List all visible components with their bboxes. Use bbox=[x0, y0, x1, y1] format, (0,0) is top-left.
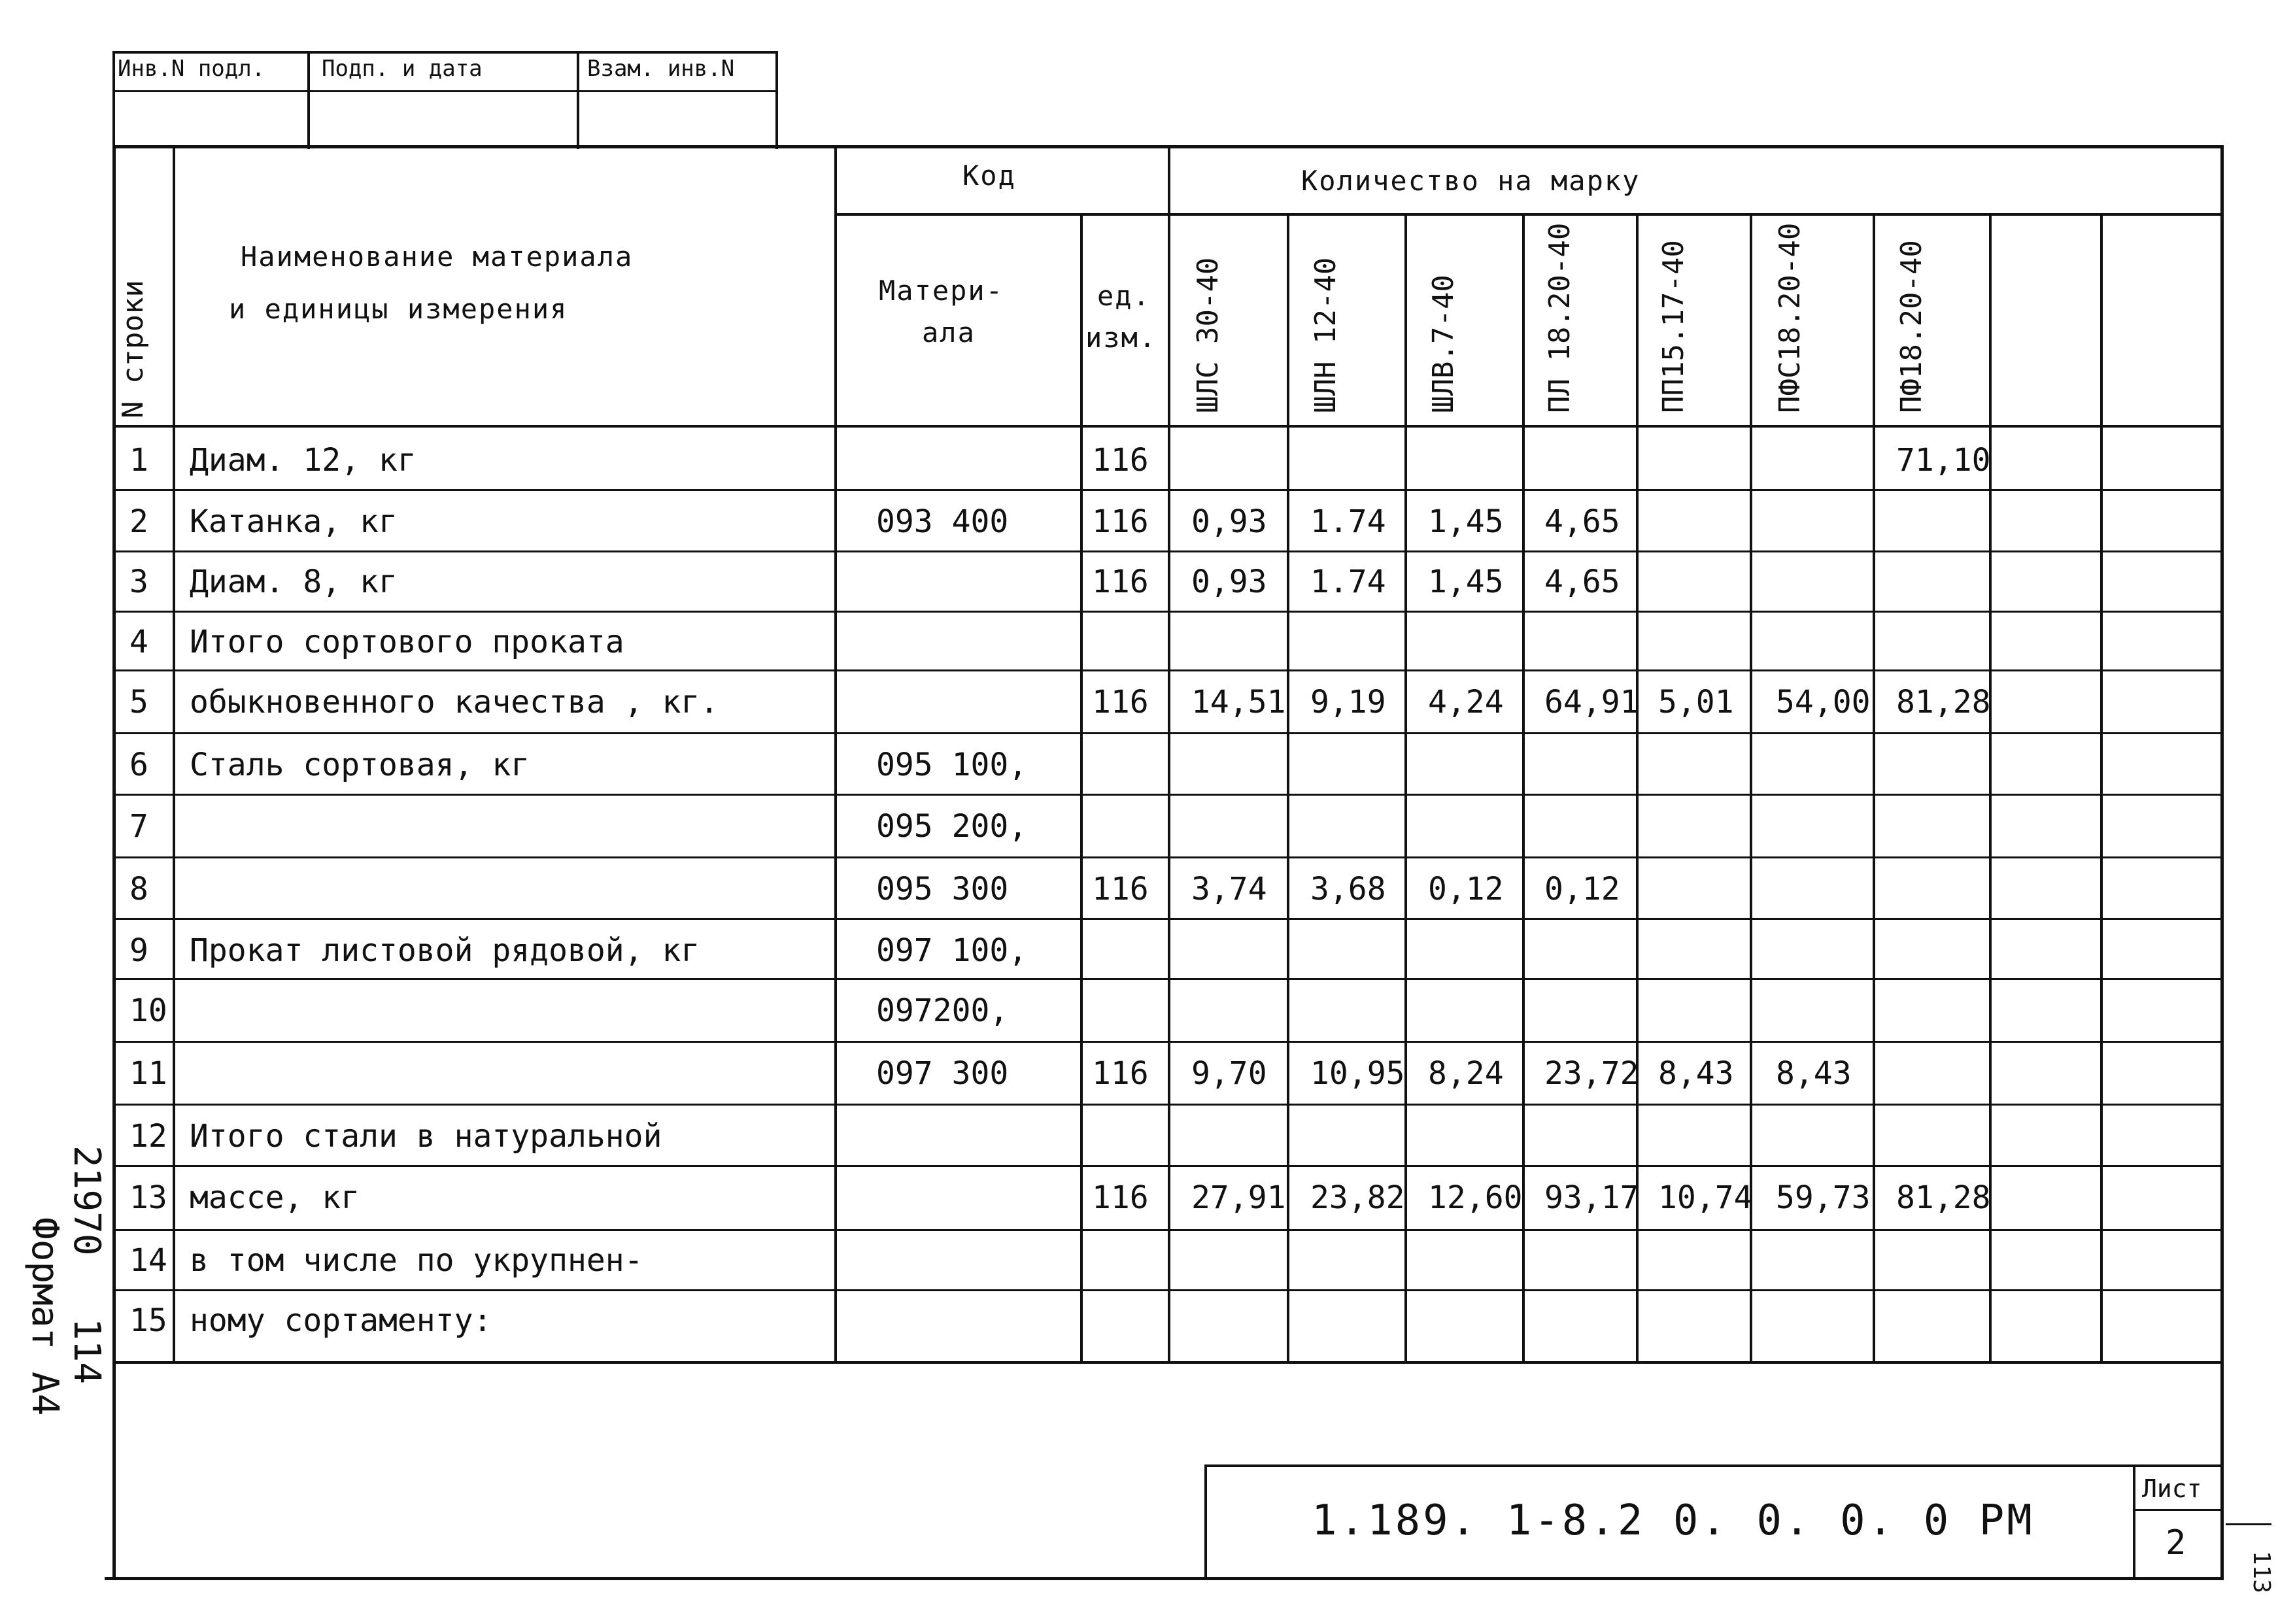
rule bbox=[834, 213, 2223, 216]
row-number: 6 bbox=[129, 747, 148, 783]
material-code: 097 100, bbox=[876, 932, 1028, 969]
unit-code: 116 bbox=[1092, 503, 1149, 540]
header-mark-5: ПП15.17-40 bbox=[1657, 240, 1690, 413]
rule bbox=[775, 51, 778, 149]
header-row-number: N строки bbox=[116, 280, 150, 418]
stamp-label-sign: Подп. и дата bbox=[322, 56, 483, 82]
rule bbox=[1287, 213, 1289, 1362]
rule bbox=[1204, 1464, 1207, 1578]
row-number: 4 bbox=[129, 624, 148, 660]
header-unit-2: изм. bbox=[1085, 322, 1157, 354]
rule bbox=[1168, 145, 1170, 1362]
row-number: 9 bbox=[129, 932, 148, 969]
rule bbox=[1080, 213, 1083, 1362]
material-name: массе, кг bbox=[190, 1179, 360, 1216]
header-name-line2: и единицы измерения bbox=[229, 293, 568, 325]
format-label: Формат А4 bbox=[24, 1217, 66, 1416]
quantity-cell: 4,65 bbox=[1544, 503, 1620, 540]
frame-bottom bbox=[105, 1577, 2224, 1580]
quantity-cell: 10,95 bbox=[1310, 1055, 1405, 1092]
quantity-cell: 81,28 bbox=[1896, 1179, 1991, 1216]
material-name: Диам. 8, кг bbox=[190, 564, 398, 600]
quantity-cell: 23,82 bbox=[1310, 1179, 1405, 1216]
quantity-cell: 59,73 bbox=[1776, 1179, 1871, 1216]
sheet-number: 2 bbox=[2166, 1523, 2186, 1563]
rule bbox=[173, 145, 175, 1362]
quantity-cell: 3,74 bbox=[1191, 871, 1267, 907]
quantity-cell: 0,93 bbox=[1191, 564, 1267, 600]
quantity-cell: 0,12 bbox=[1544, 871, 1620, 907]
header-code-material-2: ала bbox=[922, 316, 976, 348]
quantity-cell: 1.74 bbox=[1310, 503, 1386, 540]
format-page-number: 114 bbox=[65, 1318, 108, 1385]
row-number: 15 bbox=[129, 1302, 167, 1339]
header-mark-6: ПФС18.20-40 bbox=[1773, 222, 1807, 413]
quantity-cell: 27,91 bbox=[1191, 1179, 1286, 1216]
header-unit-1: ед. bbox=[1097, 280, 1151, 312]
material-name: ному сортаменту: bbox=[190, 1302, 492, 1339]
material-name: в том числе по укрупнен- bbox=[190, 1242, 643, 1279]
row-number: 8 bbox=[129, 871, 148, 907]
right-page-number: 113 bbox=[2248, 1551, 2275, 1594]
unit-code: 116 bbox=[1092, 684, 1149, 720]
header-mark-4: ПЛ 18.20-40 bbox=[1543, 222, 1576, 413]
unit-code: 116 bbox=[1092, 1179, 1149, 1216]
quantity-cell: 8,43 bbox=[1776, 1055, 1852, 1092]
header-name-line1: Наименование материала bbox=[241, 241, 634, 273]
rule bbox=[2133, 1464, 2135, 1578]
quantity-cell: 23,72 bbox=[1544, 1055, 1639, 1092]
material-name: Катанка, кг bbox=[190, 503, 398, 540]
rule bbox=[834, 145, 837, 1362]
rule bbox=[577, 51, 579, 149]
unit-code: 116 bbox=[1092, 871, 1149, 907]
material-name: обыкновенного качества , кг. bbox=[190, 684, 719, 720]
archive-number: 21970 bbox=[65, 1145, 108, 1256]
row-number: 10 bbox=[129, 992, 167, 1029]
document-designation: 1.189. 1-8.2 0. 0. 0. 0 РМ bbox=[1312, 1497, 2035, 1545]
frame-left bbox=[112, 145, 116, 1580]
quantity-cell: 3,68 bbox=[1310, 871, 1386, 907]
header-mark-1: ШЛС 30-40 bbox=[1191, 257, 1225, 413]
quantity-cell: 12,60 bbox=[1428, 1179, 1523, 1216]
rule bbox=[1873, 213, 1875, 1362]
material-name: Прокат листовой рядовой, кг bbox=[190, 932, 700, 969]
rule bbox=[112, 90, 778, 92]
rule bbox=[1404, 213, 1407, 1362]
quantity-cell: 4,24 bbox=[1428, 684, 1504, 720]
material-code: 095 200, bbox=[876, 808, 1028, 845]
rule bbox=[112, 51, 778, 54]
quantity-cell: 4,65 bbox=[1544, 564, 1620, 600]
header-code-material-1: Матери- bbox=[879, 275, 1004, 307]
quantity-cell: 0,12 bbox=[1428, 871, 1504, 907]
quantity-cell: 8,24 bbox=[1428, 1055, 1504, 1092]
material-code: 093 400 bbox=[876, 503, 1009, 540]
row-number: 14 bbox=[129, 1242, 167, 1279]
rule bbox=[307, 51, 310, 149]
quantity-cell: 71,10 bbox=[1896, 442, 1991, 479]
stamp-label-replace: Взам. инв.N bbox=[587, 56, 735, 82]
quantity-cell: 9,70 bbox=[1191, 1055, 1267, 1092]
unit-code: 116 bbox=[1092, 1055, 1149, 1092]
material-name: Диам. 12, кг bbox=[190, 442, 416, 479]
rule bbox=[112, 51, 115, 149]
header-mark-2: ШЛН 12-40 bbox=[1309, 257, 1342, 413]
row-number: 5 bbox=[129, 684, 148, 720]
row-number: 13 bbox=[129, 1179, 167, 1216]
rule bbox=[1204, 1464, 2223, 1467]
stamp-label-inv: Инв.N подл. bbox=[118, 56, 265, 82]
header-mark-7: ПФ18.20-40 bbox=[1895, 240, 1928, 413]
row-number: 7 bbox=[129, 808, 148, 845]
quantity-cell: 93,17 bbox=[1544, 1179, 1639, 1216]
material-name: Итого стали в натуральной bbox=[190, 1118, 662, 1155]
unit-code: 116 bbox=[1092, 564, 1149, 600]
quantity-cell: 1.74 bbox=[1310, 564, 1386, 600]
material-code: 097200, bbox=[876, 992, 1009, 1029]
row-number: 2 bbox=[129, 503, 148, 540]
quantity-cell: 14,51 bbox=[1191, 684, 1286, 720]
row-number: 12 bbox=[129, 1118, 167, 1155]
quantity-cell: 0,93 bbox=[1191, 503, 1267, 540]
sheet-label: Лист bbox=[2142, 1474, 2202, 1503]
material-code: 095 100, bbox=[876, 747, 1028, 783]
quantity-cell: 10,74 bbox=[1658, 1179, 1753, 1216]
rule bbox=[1522, 213, 1525, 1362]
rule bbox=[2100, 213, 2103, 1362]
quantity-cell: 1,45 bbox=[1428, 503, 1504, 540]
row-number: 3 bbox=[129, 564, 148, 600]
material-name: Итого сортового проката bbox=[190, 624, 624, 660]
quantity-cell: 64,91 bbox=[1544, 684, 1639, 720]
row-number: 1 bbox=[129, 442, 148, 479]
header-mark-3: ШЛВ.7-40 bbox=[1427, 275, 1460, 413]
material-code: 097 300 bbox=[876, 1055, 1009, 1092]
rule bbox=[2133, 1509, 2223, 1511]
quantity-cell: 1,45 bbox=[1428, 564, 1504, 600]
quantity-cell: 8,43 bbox=[1658, 1055, 1734, 1092]
header-code: Код bbox=[962, 160, 1016, 192]
unit-code: 116 bbox=[1092, 442, 1149, 479]
frame-right bbox=[2220, 145, 2224, 1580]
quantity-cell: 9,19 bbox=[1310, 684, 1386, 720]
quantity-cell: 54,00 bbox=[1776, 684, 1871, 720]
material-code: 095 300 bbox=[876, 871, 1009, 907]
quantity-cell: 5,01 bbox=[1658, 684, 1734, 720]
quantity-cell: 81,28 bbox=[1896, 684, 1991, 720]
header-quantity-title: Количество на марку bbox=[1301, 165, 1640, 197]
row-number: 11 bbox=[129, 1055, 167, 1092]
rule bbox=[2226, 1523, 2271, 1525]
material-name: Сталь сортовая, кг bbox=[190, 747, 530, 783]
